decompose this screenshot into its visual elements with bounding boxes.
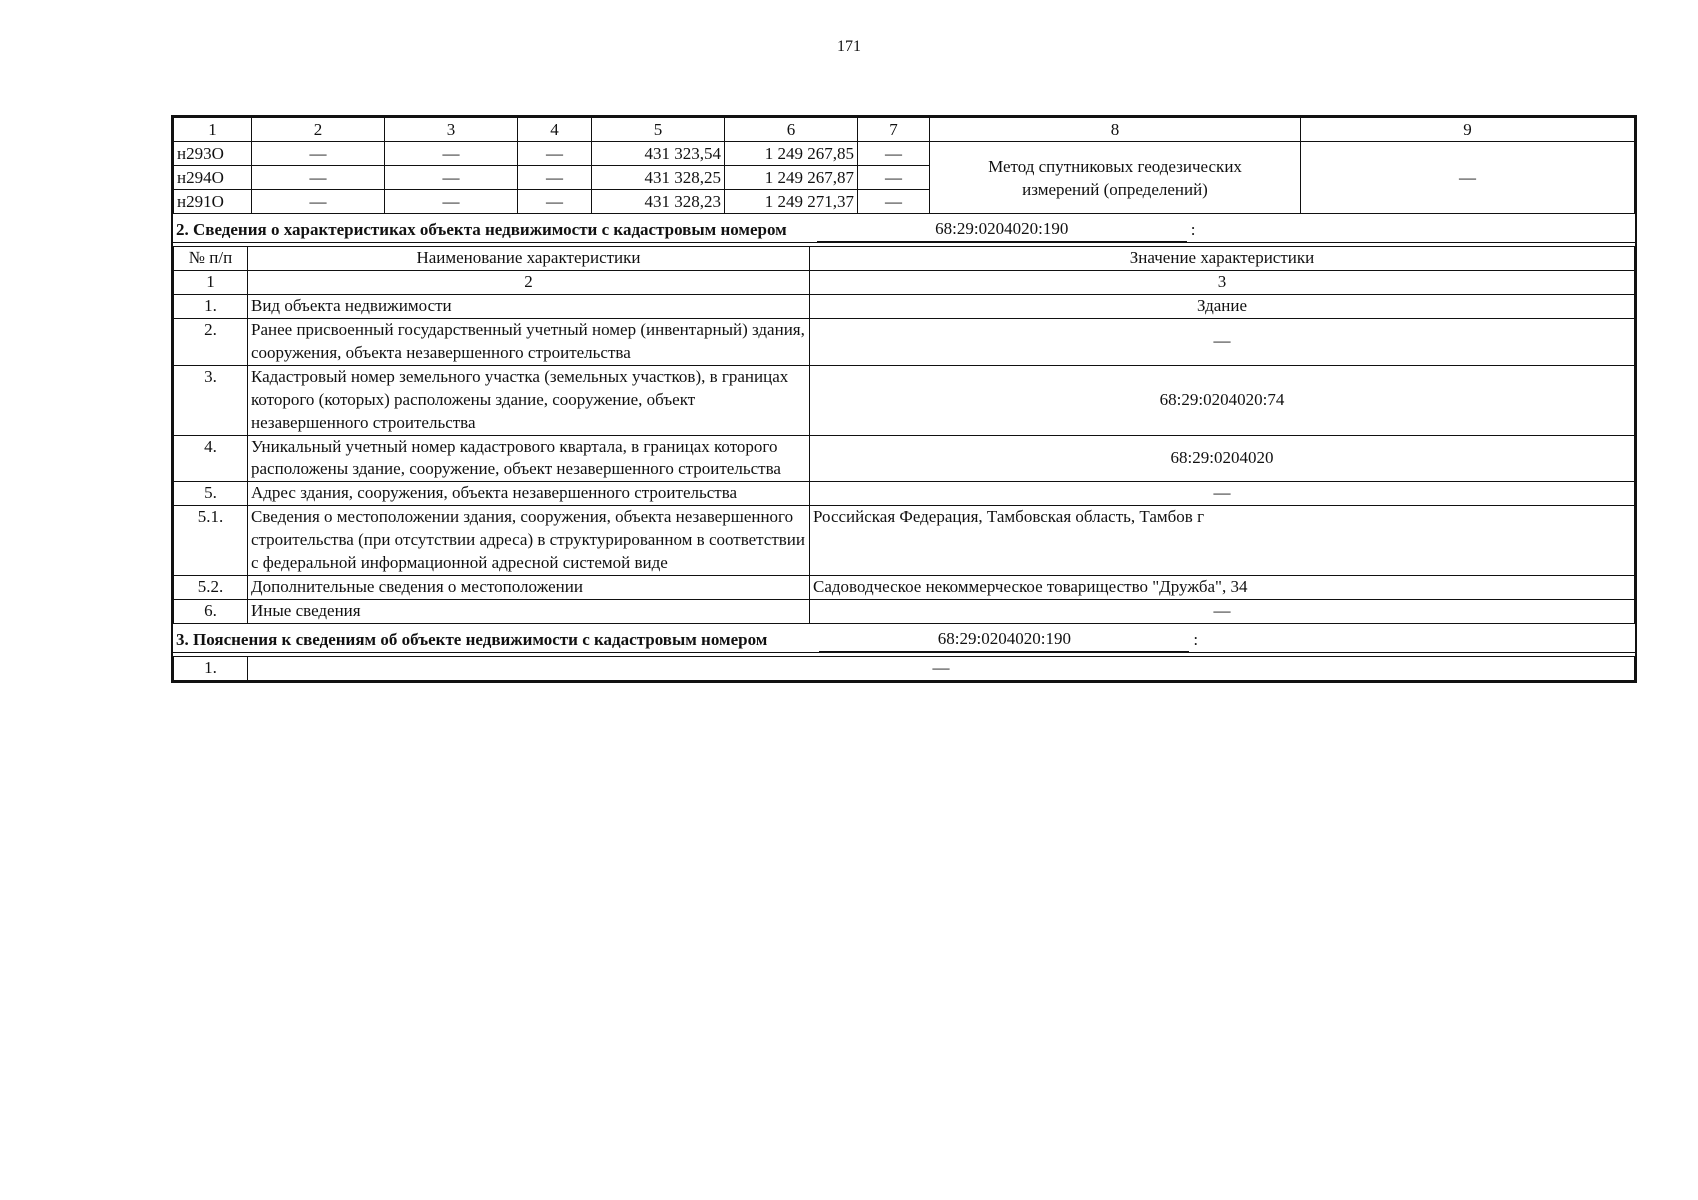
row-name: Уникальный учетный номер кадастрового квартала, в границах которого расположены здание, сооружение, объект незавершенного строительства xyxy=(248,435,810,482)
index-cell: 1 xyxy=(174,270,248,294)
coord-y: 1 249 271,37 xyxy=(725,190,858,214)
method-cell: Метод спутниковых геодезических измерений (определений) xyxy=(930,142,1301,214)
row-name: Иные сведения xyxy=(248,600,810,624)
col-header: 1 xyxy=(174,118,252,142)
row-num: 5.1. xyxy=(174,506,248,576)
row-value: — xyxy=(810,318,1635,365)
table-cell: — xyxy=(518,190,592,214)
header-num: № п/п xyxy=(174,247,248,271)
table-cell: — xyxy=(252,142,385,166)
row-value: 68:29:0204020 xyxy=(810,435,1635,482)
row-value: Садоводческое некоммерческое товарищество "Дружба", 34 xyxy=(810,576,1635,600)
header-name: Наименование характеристики xyxy=(248,247,810,271)
header-value: Значение характеристики xyxy=(810,247,1635,271)
cadastral-sheet xyxy=(171,115,1637,683)
row-num: 1. xyxy=(174,294,248,318)
characteristics-table xyxy=(173,246,1635,624)
table-cell: — xyxy=(1301,142,1635,214)
table-cell: — xyxy=(858,190,930,214)
row-value: — xyxy=(810,600,1635,624)
row-name: Адрес здания, сооружения, объекта незавершенного строительства xyxy=(248,482,810,506)
col-header: 7 xyxy=(858,118,930,142)
table-row xyxy=(174,142,1635,166)
table-row xyxy=(174,318,1635,365)
table-cell: — xyxy=(385,166,518,190)
row-name: Ранее присвоенный государственный учетный номер (инвентарный) здания, сооружения, объекта незавершенного строительства xyxy=(248,318,810,365)
characteristics-header-row xyxy=(174,247,1635,271)
col-header: 6 xyxy=(725,118,858,142)
table-row xyxy=(174,600,1635,624)
table-row xyxy=(174,657,1635,681)
row-name: Сведения о местоположении здания, сооружения, объекта незавершенного строительства (при отсутствии адреса) в структурированном в соответствии с федеральной информационной адресной системой виде xyxy=(248,506,810,576)
section2-cadastral-number: 68:29:0204020:190 xyxy=(817,218,1187,242)
table-cell: — xyxy=(518,166,592,190)
table-cell: — xyxy=(252,190,385,214)
row-num: 5. xyxy=(174,482,248,506)
explanations-table xyxy=(173,656,1635,681)
index-cell: 2 xyxy=(248,270,810,294)
table-row xyxy=(174,294,1635,318)
row-num: 3. xyxy=(174,365,248,435)
section3-cadastral-number: 68:29:0204020:190 xyxy=(819,628,1189,652)
row-num: 5.2. xyxy=(174,576,248,600)
row-name: Вид объекта недвижимости xyxy=(248,294,810,318)
table-row xyxy=(174,482,1635,506)
col-header: 3 xyxy=(385,118,518,142)
col-header: 4 xyxy=(518,118,592,142)
row-num: 2. xyxy=(174,318,248,365)
coordinates-table xyxy=(173,117,1635,214)
col-header: 5 xyxy=(592,118,725,142)
page-number: 171 xyxy=(837,38,861,55)
section3-title: 3. Пояснения к сведениям об объекте недвижимости с кадастровым номером xyxy=(176,630,768,650)
coord-y: 1 249 267,85 xyxy=(725,142,858,166)
coord-x: 431 328,23 xyxy=(592,190,725,214)
index-row xyxy=(174,270,1635,294)
table-cell: — xyxy=(385,190,518,214)
table-cell: — xyxy=(385,142,518,166)
table-cell: — xyxy=(252,166,385,190)
row-value: — xyxy=(810,482,1635,506)
table-cell: — xyxy=(518,142,592,166)
section3-header xyxy=(173,624,1635,653)
row-name: Кадастровый номер земельного участка (земельных участков), в границах которого (которых) расположены здание, сооружение, объект незавершенного строительства xyxy=(248,365,810,435)
coord-y: 1 249 267,87 xyxy=(725,166,858,190)
index-cell: 3 xyxy=(810,270,1635,294)
row-value: Российская Федерация, Тамбовская область, Тамбов г xyxy=(810,506,1635,576)
row-text: — xyxy=(248,657,1635,681)
table-cell: — xyxy=(858,142,930,166)
coordinates-header-row xyxy=(174,118,1635,142)
col-header: 9 xyxy=(1301,118,1635,142)
table-row xyxy=(174,576,1635,600)
coord-x: 431 323,54 xyxy=(592,142,725,166)
row-value: Здание xyxy=(810,294,1635,318)
table-row xyxy=(174,506,1635,576)
col-header: 8 xyxy=(930,118,1301,142)
row-name: Дополнительные сведения о местоположении xyxy=(248,576,810,600)
coord-x: 431 328,25 xyxy=(592,166,725,190)
table-row xyxy=(174,435,1635,482)
section3-colon: : xyxy=(1193,630,1199,650)
col-header: 2 xyxy=(252,118,385,142)
table-row xyxy=(174,365,1635,435)
point-name: н293О xyxy=(174,142,252,166)
section2-title: 2. Сведения о характеристиках объекта недвижимости с кадастровым номером xyxy=(176,220,787,240)
section2-colon: : xyxy=(1190,220,1196,240)
section2-header xyxy=(173,214,1635,243)
point-name: н294О xyxy=(174,166,252,190)
table-cell: — xyxy=(858,166,930,190)
row-num: 6. xyxy=(174,600,248,624)
row-num: 1. xyxy=(174,657,248,681)
row-value: 68:29:0204020:74 xyxy=(810,365,1635,435)
point-name: н291О xyxy=(174,190,252,214)
row-num: 4. xyxy=(174,435,248,482)
